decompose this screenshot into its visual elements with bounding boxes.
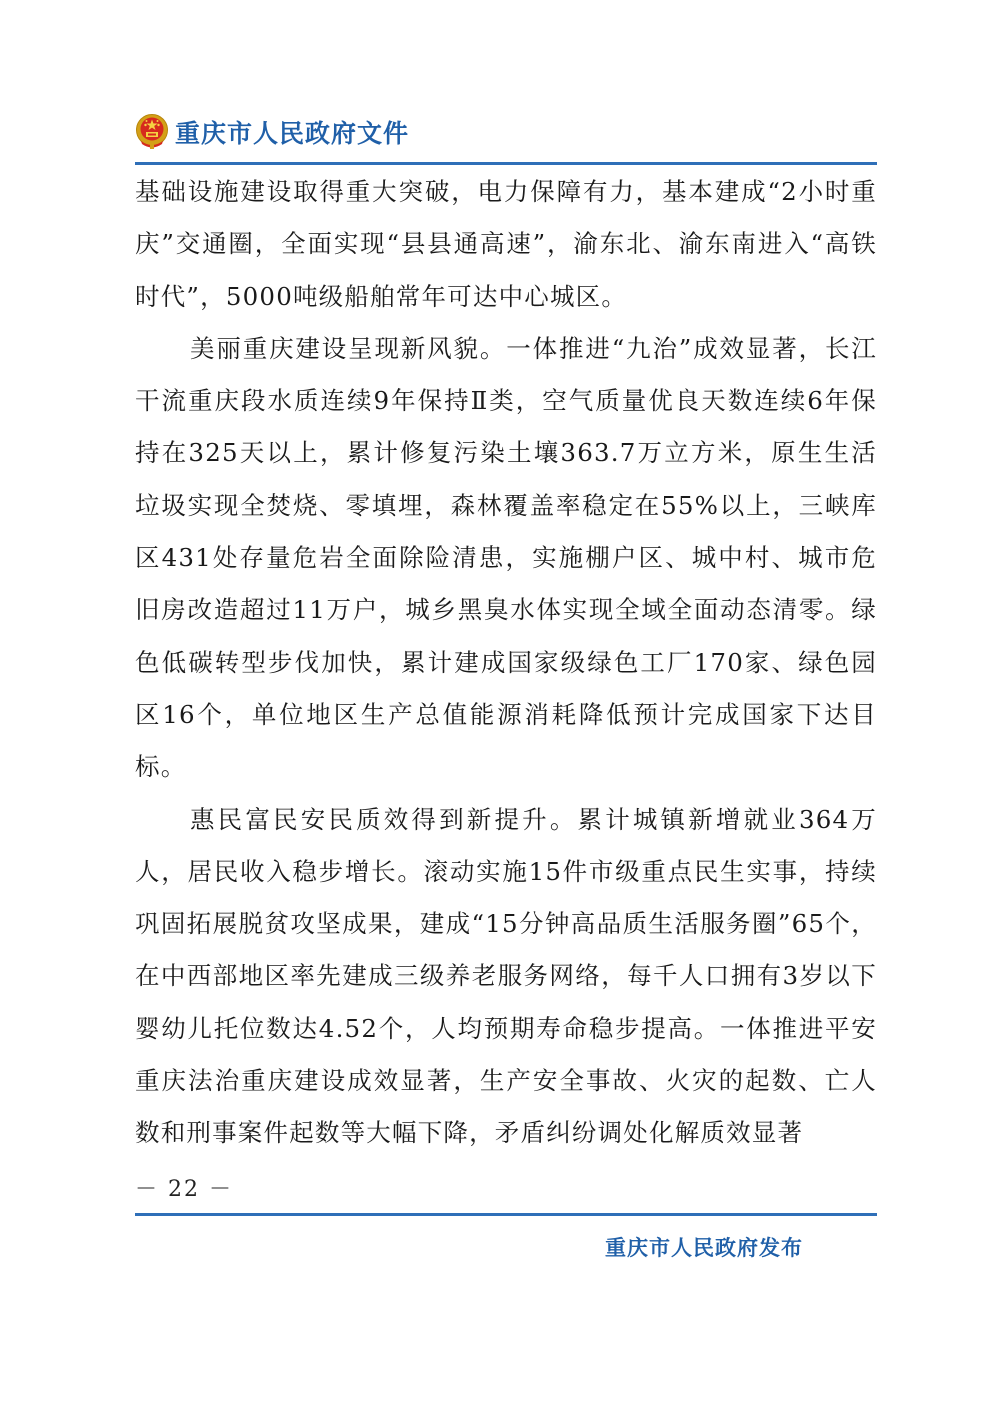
document-header bbox=[135, 108, 875, 156]
header-divider bbox=[135, 162, 877, 165]
publisher-label: 重庆市人民政府发布 bbox=[605, 1236, 803, 1260]
footer-divider bbox=[135, 1213, 877, 1216]
document-body bbox=[135, 166, 877, 1160]
paragraph-infrastructure: 基础设施建设取得重大突破，电力保障有力，基本建成“2小时重庆”交通圈，全面实现“县县通高速”，渝东北、渝东南进入“高铁时代”，5000吨级船舶常年可达中心城区。 bbox=[135, 177, 877, 311]
document-series-title: 重庆市人民政府文件 bbox=[175, 119, 410, 148]
page-number: － 22 － bbox=[135, 1177, 233, 1202]
paragraph-ecology: 美丽重庆建设呈现新风貌。一体推进“九治”成效显著，长江干流重庆段水质连续9年保持Ⅱ类，空气质量优良天数连续6年保持在325天以上，累计修复污染土壤363.7万立方米，原生生活垃圾实现全焚烧、零填埋，森林覆盖率稳定在55%以上，三峡库区431处存量危岩全面除险清患，实施棚户区、城中村、城市危旧房改造超过11万户，城乡黑臭水体实现全域全面动态清零。绿色低碳转型步伐加快，累计建成国家级绿色工厂170家、绿色园区16个，单位地区生产总值能源消耗降低预计完成国家下达目标。 bbox=[135, 333, 877, 782]
national-emblem-icon bbox=[135, 113, 169, 151]
paragraph-livelihood: 惠民富民安民质效得到新提升。累计城镇新增就业364万人，居民收入稳步增长。滚动实施15件市级重点民生实事，持续巩固拓展脱贫攻坚成果，建成“15分钟高品质生活服务圈”65个，在中西部地区率先建成三级养老服务网络，每千人口拥有3岁以下婴幼儿托位数达4.52个，人均预期寿命稳步提高。一体推进平安重庆法治重庆建设成效显著，生产安全事故、火灾的起数、亡人数和刑事案件起数等大幅下降，矛盾纠纷调处化解质效显著 bbox=[135, 804, 877, 1148]
